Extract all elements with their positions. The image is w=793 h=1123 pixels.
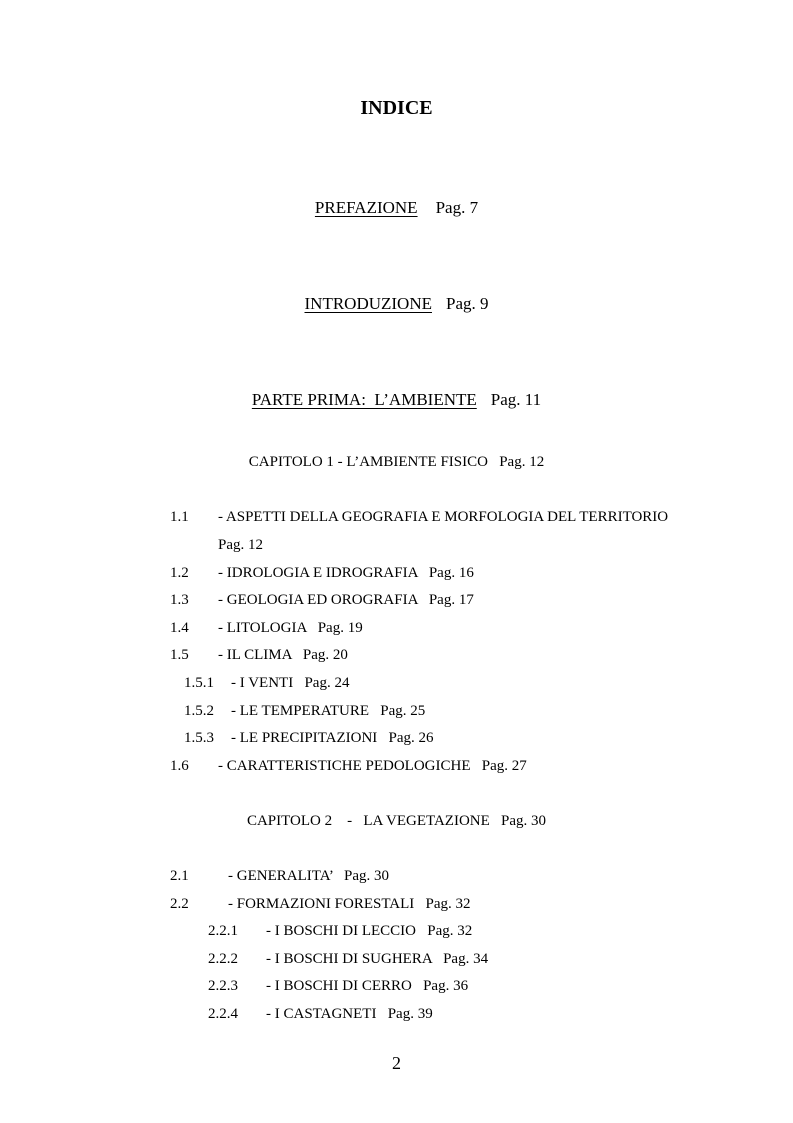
toc-entry-num: 2.2.1 [208,923,238,939]
toc-entry-num: 1.6 [170,758,189,774]
prefazione-page: Pag. 7 [435,198,479,217]
toc-entry-num: 2.2.4 [208,1006,238,1022]
toc-entry-text: - I BOSCHI DI SUGHERA Pag. 34 [266,951,489,967]
capitolo-1-heading: CAPITOLO 1 - L’AMBIENTE FISICO Pag. 12 [248,454,545,470]
toc-entry-text: - I VENTI Pag. 24 [231,675,350,691]
capitolo-2-heading: CAPITOLO 2 - LA VEGETAZIONE Pag. 30 [246,813,547,829]
introduzione-line [0,295,793,312]
toc-entry-text: - LE TEMPERATURE Pag. 25 [231,703,426,719]
toc-entry-text: - I BOSCHI DI LECCIO Pag. 32 [266,923,473,939]
prefazione-line [0,199,793,216]
toc-entry-num: 1.2 [170,565,189,581]
toc-entry-text: - GEOLOGIA ED OROGRAFIA Pag. 17 [218,592,474,608]
toc-entry-num: 1.5.3 [184,730,214,746]
toc-entry-num: 1.5.1 [184,675,214,691]
toc-entry-num: 1.5.2 [184,703,214,719]
introduzione-page: Pag. 9 [445,294,489,313]
toc-entry-text: - I CASTAGNETI Pag. 39 [266,1006,433,1022]
parte-prima-label: PARTE PRIMA: L’AMBIENTE [251,390,477,409]
toc-entry-num: 1.5 [170,647,189,663]
toc-entry-text: - IDROLOGIA E IDROGRAFIA Pag. 16 [218,565,474,581]
toc-entry-num: 1.4 [170,620,189,636]
toc-entry-text: - LITOLOGIA Pag. 19 [218,620,363,636]
index-title: INDICE [360,97,433,119]
toc-entry-text: - GENERALITA’ Pag. 30 [228,868,389,884]
toc-entry-num: 2.2.2 [208,951,238,967]
toc-entry-num: 2.2.3 [208,978,238,994]
toc-entry-text: - FORMAZIONI FORESTALI Pag. 32 [228,896,471,912]
prefazione-label: PREFAZIONE [314,198,418,217]
toc-entry-text: - LE PRECIPITAZIONI Pag. 26 [231,730,434,746]
toc-entry-num: 2.2 [170,896,189,912]
parte-prima-page: Pag. 11 [490,390,542,409]
parte-prima-line [0,391,793,408]
toc-entry-num: 1.1 [170,509,189,525]
toc-entry-text: Pag. 12 [218,537,263,553]
toc-entry-text: - CARATTERISTICHE PEDOLOGICHE Pag. 27 [218,758,527,774]
introduzione-label: INTRODUZIONE [304,294,432,313]
toc-entry-num: 1.3 [170,592,189,608]
toc-entry-text: - ASPETTI DELLA GEOGRAFIA E MORFOLOGIA DEL TERRITORIO [218,509,669,525]
toc-entry-num: 2.1 [170,868,189,884]
toc-entry-text: - IL CLIMA Pag. 20 [218,647,348,663]
toc-entry-text: - I BOSCHI DI CERRO Pag. 36 [266,978,469,994]
page-number: 2 [392,1053,401,1073]
